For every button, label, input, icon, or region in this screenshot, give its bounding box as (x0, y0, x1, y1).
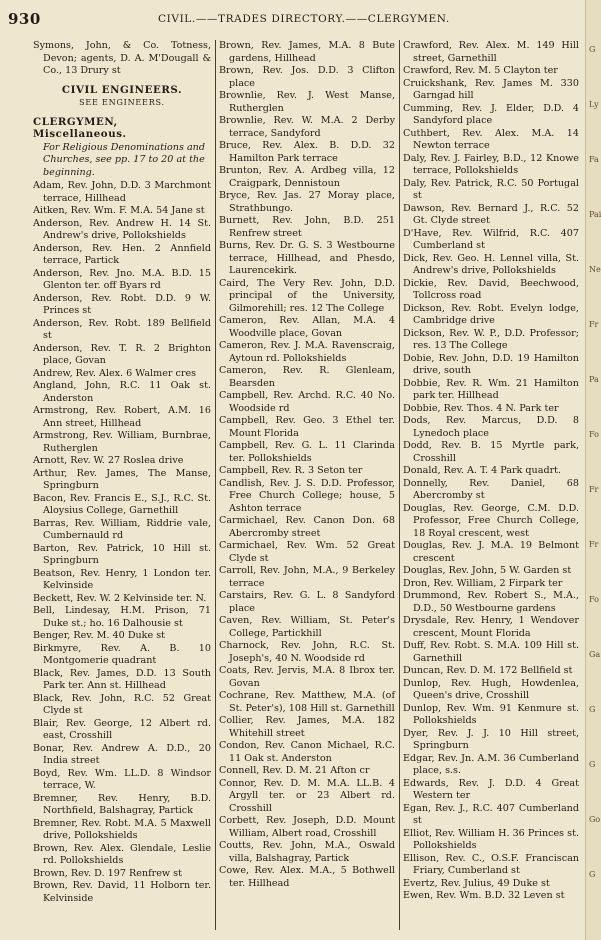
directory-entry: Burnett, Rev. John, B.D. 251 Renfrew street (219, 215, 395, 239)
directory-entry: Elliot, Rev. William H. 36 Princes st. Pollokshields (403, 827, 579, 851)
directory-entry: Dickie, Rev. David, Beechwood, Tollcross road (403, 277, 579, 301)
edge-fragment: Fo (589, 595, 599, 604)
directory-entry: Charnock, Rev. John, R.C. St. Joseph's, 40 N. Woodside rd (219, 640, 395, 664)
directory-entry: Bremner, Rev. Henry, B.D. Northfield, Balshagray, Partick (33, 792, 211, 816)
directory-entry: Campbell, Rev. R. 3 Seton ter (219, 465, 363, 476)
edge-fragment: G (589, 705, 596, 714)
directory-entry: Douglas, Rev. J. M.A. 19 Belmont crescent (403, 540, 579, 564)
directory-entry: Bonar, Rev. Andrew A. D.D., 20 India street (33, 742, 211, 766)
column-1 (33, 40, 211, 940)
directory-entry: Evertz, Rev. Julius, 49 Duke st (403, 877, 550, 889)
directory-entry: Anderson, Rev. T. R. 2 Brighton place, Govan (33, 342, 211, 366)
directory-entry: Dron, Rev. William, 2 Firpark ter (403, 577, 563, 589)
directory-entry: Edgar, Rev. Jn. A.M. 36 Cumberland place, s.s. (403, 752, 579, 776)
directory-entry: Anderson, Rev. Hen. 2 Annfield terrace, Partick (33, 242, 211, 266)
directory-entry: Donald, Rev. A. T. 4 Park quadrt. (403, 465, 562, 476)
directory-entry: Barras, Rev. William, Riddrie vale, Cumbernauld rd (33, 517, 211, 541)
directory-entry: Dodd, Rev. B. 15 Myrtle park, Crosshill (403, 440, 579, 464)
directory-entry: Cumming, Rev. J. Elder, D.D. 4 Sandyford place (403, 102, 579, 126)
civil-engineers-heading: CIVIL ENGINEERS. (61, 83, 183, 96)
directory-entry: Cameron, Rev. Allan, M.A. 4 Woodville place, Govan (219, 315, 395, 339)
directory-entry: Campbell, Rev. Geo. 3 Ethel ter. Mount Florida (219, 415, 395, 439)
edge-fragment: Ne (589, 265, 601, 274)
edge-fragment: Fr (589, 540, 599, 549)
directory-entry: Dods, Rev. Marcus, D.D. 8 Lynedoch place (403, 415, 579, 439)
directory-entry: Blair, Rev. George, 12 Albert rd. east, Crosshill (33, 717, 211, 741)
directory-entry: Crawford, Rev. Alex. M. 149 Hill street, Garnethill (403, 40, 579, 64)
edge-fragment: G (589, 45, 596, 54)
directory-entry: Brownlie, Rev. J. West Manse, Rutherglen (219, 90, 395, 114)
directory-entry: Aitken, Rev. Wm. F. M.A. 54 Jane st (33, 205, 205, 216)
directory-columns (0, 40, 600, 940)
directory-entry: Dawson, Rev. Bernard J., R.C. 52 Gt. Clyde street (403, 202, 579, 226)
directory-entry: Connell, Rev. D. M. 21 Afton cr (219, 765, 370, 776)
directory-entry: Coats, Rev. Jervis, M.A. 8 Ibrox ter. Govan (219, 665, 395, 689)
directory-entry: Dick, Rev. Geo. H. Lennel villa, St. Andrew's drive, Pollokshields (403, 252, 579, 276)
directory-entry: Carmichael, Rev. Canon Don. 68 Abercromby street (219, 515, 395, 539)
directory-entry: Drummond, Rev. Robert S., M.A., D.D., 50 Westbourne gardens (403, 590, 579, 614)
directory-entry: Ewen, Rev. Wm. B.D. 32 Leven st (403, 890, 565, 901)
edge-fragment: Fa (589, 155, 599, 164)
directory-entry: Cameron, Rev. R. Glenleam, Bearsden (219, 365, 395, 389)
directory-entry: Duff, Rev. Robt. S. M.A. 109 Hill st. Garnethill (403, 640, 579, 664)
directory-entry: Cowe, Rev. Alex. M.A., 5 Bothwell ter. Hillhead (219, 865, 395, 889)
clergymen-note: For Religious Denominations and Churches, see pp. 17 to 20 at the beginning. (43, 141, 205, 178)
directory-entry: Douglas, Rev. George, C.M. D.D. Professor, Free Church College, 18 Royal crescent, west (403, 502, 579, 539)
directory-entry: Candlish, Rev. J. S. D.D. Professor, Free Church College; house, 5 Ashton terrace (219, 477, 395, 514)
directory-entry: Brown, Rev. David, 11 Holborn ter. Kelvinside (33, 880, 211, 904)
directory-entry: Drysdale, Rev. Henry, 1 Wendover crescent, Mount Florida (403, 615, 579, 639)
directory-entry: Campbell, Rev. G. L. 11 Clarinda ter. Pollokshields (219, 440, 395, 464)
directory-entry: Boyd, Rev. Wm. LL.D. 8 Windsor terrace, W. (33, 767, 211, 791)
directory-entry: Brown, Rev. D. 197 Renfrew st (33, 867, 182, 879)
directory-entry: Black, Rev. John, R.C. 52 Great Clyde st (33, 692, 211, 716)
edge-fragment: Fr (589, 485, 599, 494)
edge-fragment: Ly (589, 100, 599, 109)
directory-entry: Caven, Rev. William, St. Peter's College, Partickhill (219, 615, 395, 639)
directory-entry: Brown, Rev. Alex. Glendale, Leslie rd. Pollokshields (33, 842, 211, 866)
running-head: CIVIL.——TRADES DIRECTORY.——CLERGYMEN. (158, 13, 450, 25)
page-number: 930 (8, 10, 41, 28)
directory-entry: Birkmyre, Rev. A. B. 10 Montgomerie quadrant (33, 642, 211, 666)
directory-entry: Burns, Rev. Dr. G. S. 3 Westbourne terrace, Hillhead, and Phesdo, Laurencekirk. (219, 240, 395, 276)
directory-entry: Daly, Rev. J. Fairley, B.D., 12 Knowe terrace, Pollokshields (403, 152, 579, 176)
directory-entry: Angland, John, R.C. 11 Oak st. Anderston (33, 380, 211, 404)
column-3 (403, 40, 579, 940)
directory-entry: Dyer, Rev. J. J. 10 Hill street, Springburn (403, 727, 579, 751)
directory-entry: Arnott, Rev. W. 27 Roslea drive (33, 455, 184, 466)
directory-entry: Campbell, Rev. Archd. R.C. 40 No. Woodside rd (219, 390, 395, 414)
directory-entry: Andrew, Rev. Alex. 6 Walmer cres (33, 367, 197, 379)
directory-entry: Anderson, Rev. Robt. D.D. 9 W. Princes st (33, 292, 211, 316)
directory-entry: Dobbie, Rev. R. Wm. 21 Hamilton park ter. Hillhead (403, 377, 579, 401)
directory-entry: Barton, Rev. Patrick, 10 Hill st. Springburn (33, 542, 211, 566)
edge-fragment: Pai (589, 210, 601, 219)
directory-entry: Caird, The Very Rev. John, D.D. principal of the University, Gilmorehill; res. 12 The College (219, 277, 395, 314)
directory-entry: Dobie, Rev. John, D.D. 19 Hamilton drive, south (403, 352, 579, 376)
directory-entry: Dunlop, Rev. Wm. 91 Kenmure st. Pollokshields (403, 702, 579, 726)
directory-entry: Benger, Rev. M. 40 Duke st (33, 630, 166, 641)
directory-entry: Bryce, Rev. Jas. 27 Moray place, Strathbungo. (219, 190, 395, 214)
directory-entry: Beckett, Rev. W. 2 Kelvinside ter. N. (33, 592, 207, 604)
edge-fragment: Fo (589, 430, 599, 439)
directory-entry: Armstrong, Rev. William, Burnbrae, Rutherglen (33, 430, 211, 454)
directory-entry: Brown, Rev. Jos. D.D. 3 Clifton place (219, 65, 395, 89)
edge-fragment: Go (589, 815, 601, 824)
directory-entry: Dobbie, Rev. Thos. 4 N. Park ter (403, 402, 559, 414)
directory-entry: Bremner, Rev. Robt. M.A. 5 Maxwell drive, Pollokshields (33, 817, 211, 841)
directory-entry: Cameron, Rev. J. M.A. Ravenscraig, Aytoun rd. Pollokshields (219, 340, 395, 364)
directory-entry: Carmichael, Rev. Wm. 52 Great Clyde st (219, 540, 395, 564)
directory-entry: Coutts, Rev. John, M.A., Oswald villa, Balshagray, Partick (219, 840, 395, 864)
directory-entry: Crawford, Rev. M. 5 Clayton ter (403, 65, 558, 76)
directory-entry: Carstairs, Rev. G. L. 8 Sandyford place (219, 590, 395, 614)
directory-entry: Carroll, Rev. John, M.A., 9 Berkeley terrace (219, 565, 395, 589)
directory-entry: Corbett, Rev. Joseph, D.D. Mount William, Albert road, Crosshill (219, 815, 395, 839)
clergymen-heading: CLERGYMEN, Miscellaneous. (33, 115, 127, 140)
directory-entry: Donnelly, Rev. Daniel, 68 Abercromby st (403, 477, 579, 501)
directory-entry: Connor, Rev. D. M. M.A. LL.B. 4 Argyll ter. or 23 Albert rd. Crosshill (219, 777, 395, 814)
directory-entry: Bell, Lindesay, H.M. Prison, 71 Duke st.; ho. 16 Dalhousie st (33, 605, 211, 629)
directory-entry: Condon, Rev. Canon Michael, R.C. 11 Oak st. Anderston (219, 740, 395, 764)
edge-fragment: G (589, 760, 596, 769)
directory-entry: Armstrong, Rev. Robert, A.M. 16 Ann street, Hillhead (33, 405, 211, 429)
directory-entry: Egan, Rev. J., R.C. 407 Cumberland st (403, 802, 579, 826)
directory-entry: Bruce, Rev. Alex. B. D.D. 32 Hamilton Park terrace (219, 140, 395, 164)
directory-entry: Cruickshank, Rev. James M. 330 Garngad hill (403, 77, 579, 101)
directory-entry: Anderson, Rev. Jno. M.A. B.D. 15 Glenton ter. off Byars rd (33, 267, 211, 291)
directory-entry: Anderson, Rev. Robt. 189 Bellfield st (33, 317, 211, 341)
adjacent-page-edge (585, 0, 601, 940)
directory-entry: Dickson, Rev. Robt. Evelyn lodge, Cambridge drive (403, 302, 579, 326)
directory-entry: Ellison, Rev. C., O.S.F. Franciscan Friary, Cumberland st (403, 852, 579, 876)
directory-entry: Cuthbert, Rev. Alex. M.A. 14 Newton terrace (403, 127, 579, 151)
page-header (8, 8, 580, 30)
directory-entry: Dickson, Rev. W. P., D.D. Professor; res. 13 The College (403, 327, 579, 351)
edge-fragment: Pa (589, 375, 599, 384)
directory-entry: Collier, Rev. James, M.A. 182 Whitehill street (219, 715, 395, 739)
directory-entry: Dunlop, Rev. Hugh, Howdenlea, Queen's drive, Crosshill (403, 677, 579, 701)
directory-entry: Brownlie, Rev. W. M.A. 2 Derby terrace, Sandyford (219, 115, 395, 139)
edge-fragment: Ga (589, 650, 601, 659)
directory-entry: Edwards, Rev. J. D.D. 4 Great Western ter (403, 777, 579, 801)
column-2 (219, 40, 395, 940)
directory-entry: Black, Rev. James, D.D. 13 South Park ter. Ann st. Hillhead (33, 667, 211, 691)
lead-entry: Symons, John, & Co. Totness, Devon; agents, D. A. M'Dougall & Co., 13 Drury st (33, 40, 211, 76)
directory-entry: Brown, Rev. James, M.A. 8 Bute gardens, Hillhead (219, 40, 395, 64)
directory-entry: Adam, Rev. John, D.D. 3 Marchmont terrace, Hillhead (33, 180, 211, 204)
civil-engineers-crossref: SEE ENGINEERS. (79, 98, 165, 107)
directory-entry: Douglas, Rev. John, 5 W. Garden st (403, 565, 572, 576)
edge-fragment: Fr (589, 320, 599, 329)
directory-entry: Anderson, Rev. Andrew H. 14 St. Andrew's drive, Pollokshields (33, 217, 211, 241)
directory-entry: Duncan, Rev. D. M. 172 Bellfield st (403, 665, 573, 676)
edge-fragment: G (589, 870, 596, 879)
directory-entry: D'Have, Rev. Wilfrid, R.C. 407 Cumberland st (403, 227, 579, 251)
directory-entry: Beatson, Rev. Henry, 1 London ter. Kelvinside (33, 567, 211, 591)
directory-entry: Brunton, Rev. A. Ardbeg villa, 12 Craigpark, Dennistoun (219, 165, 395, 189)
directory-entry: Bacon, Rev. Francis E., S.J., R.C. St. Aloysius College, Garnethill (33, 492, 211, 516)
directory-entry: Cochrane, Rev. Matthew, M.A. (of St. Peter's), 108 Hill st. Garnethill (219, 690, 395, 714)
directory-entry: Daly, Rev. Patrick, R.C. 50 Portugal st (403, 177, 579, 201)
directory-entry: Arthur, Rev. James, The Manse, Springburn (33, 467, 211, 491)
